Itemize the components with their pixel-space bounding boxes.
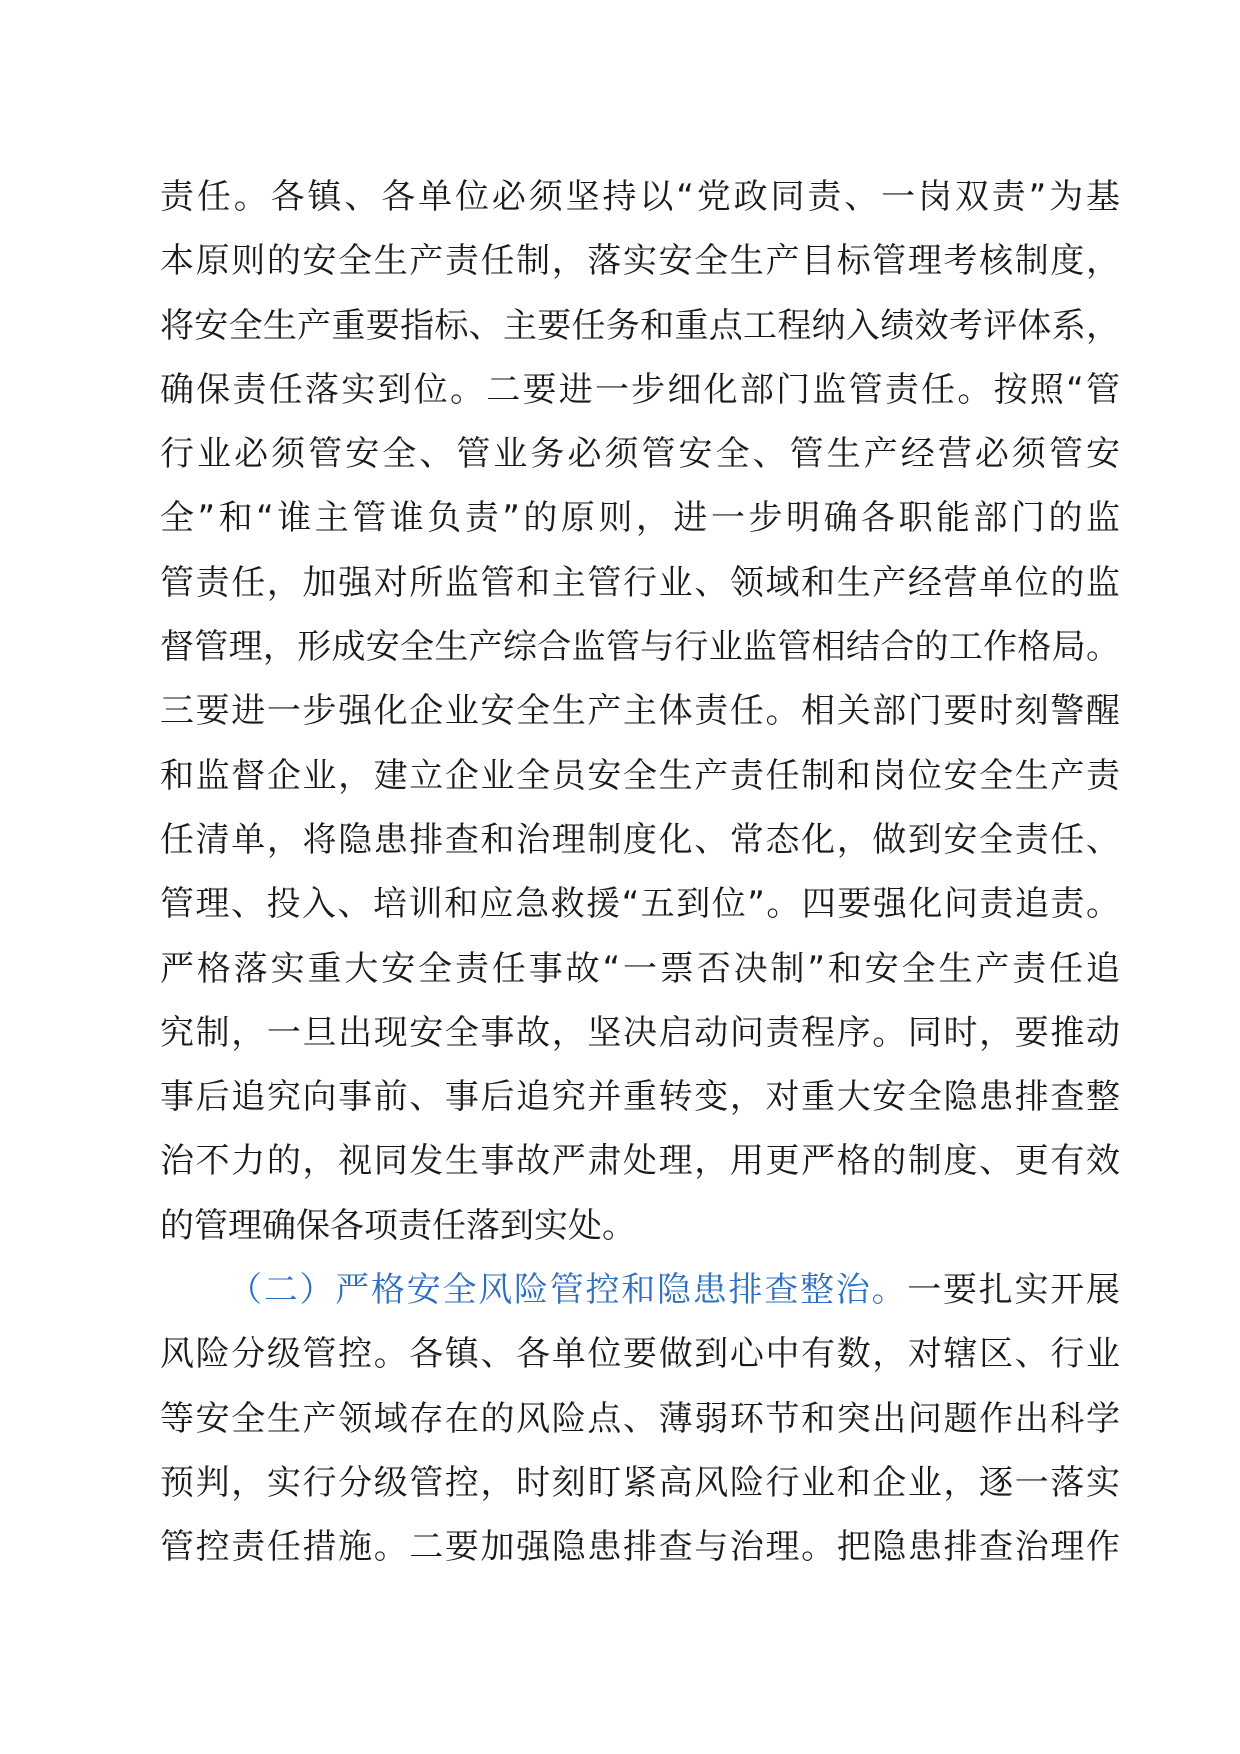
text-line: 责任。各镇、各单位必须坚持以“党政同责、一岗双责”为基 [160,177,1120,217]
section-heading: （二）严格安全风险管控和隐患排查整治。 [228,1270,908,1311]
text-line: 督管理，形成安全生产综合监管与行业监管相结合的工作格局。 [160,627,1120,668]
paragraph-responsibility [160,165,1120,1258]
text-line: 究制，一旦出现安全事故，坚决启动问责程序。同时，要推动 [160,1012,1120,1053]
text-line: 确保责任落实到位。二要进一步细化部门监管责任。按照“管 [160,369,1120,410]
text-line: 等安全生产领域存在的风险点、薄弱环节和突出问题作出科学 [160,1398,1120,1439]
text-line: 管责任，加强对所监管和主管行业、领域和生产经营单位的监 [160,562,1120,603]
paragraph-risk-control [160,1258,1120,1579]
text-line: 本原则的安全生产责任制，落实安全生产目标管理考核制度， [160,241,1120,282]
text-line: 的管理确保各项责任落到实处。 [160,1205,636,1246]
text-line: 和监督企业，建立企业全员安全生产责任制和岗位安全生产责 [160,755,1120,796]
section-heading-line [160,1258,1120,1322]
text-line: 管控责任措施。二要加强隐患排查与治理。把隐患排查治理作 [160,1527,1120,1568]
text-line: 事后追究向事前、事后追究并重转变，对重大安全隐患排查整 [160,1077,1120,1118]
text-run: 一要扎实开展 [907,1270,1120,1311]
text-line: 管理、投入、培训和应急救援“五到位”。四要强化问责追责。 [160,884,1120,925]
text-line: 风险分级管控。各镇、各单位要做到心中有数，对辖区、行业 [160,1334,1120,1375]
text-line: 严格落实重大安全责任事故“一票否决制”和安全生产责任追 [160,948,1120,989]
text-line: 预判，实行分级管控，时刻盯紧高风险行业和企业，逐一落实 [160,1462,1120,1503]
text-line: 任清单，将隐患排查和治理制度化、常态化，做到安全责任、 [160,819,1120,860]
text-line: 治不力的，视同发生事故严肃处理，用更严格的制度、更有效 [160,1141,1120,1182]
text-line: 行业必须管安全、管业务必须管安全、管生产经营必须管安 [160,434,1120,475]
text-line: 三要进一步强化企业安全生产主体责任。相关部门要时刻警醒 [160,691,1120,732]
text-line: 将安全生产重要指标、主要任务和重点工程纳入绩效考评体系， [160,305,1120,346]
document-body [160,165,1120,1580]
text-line: 全”和“谁主管谁负责”的原则，进一步明确各职能部门的监 [160,498,1120,539]
